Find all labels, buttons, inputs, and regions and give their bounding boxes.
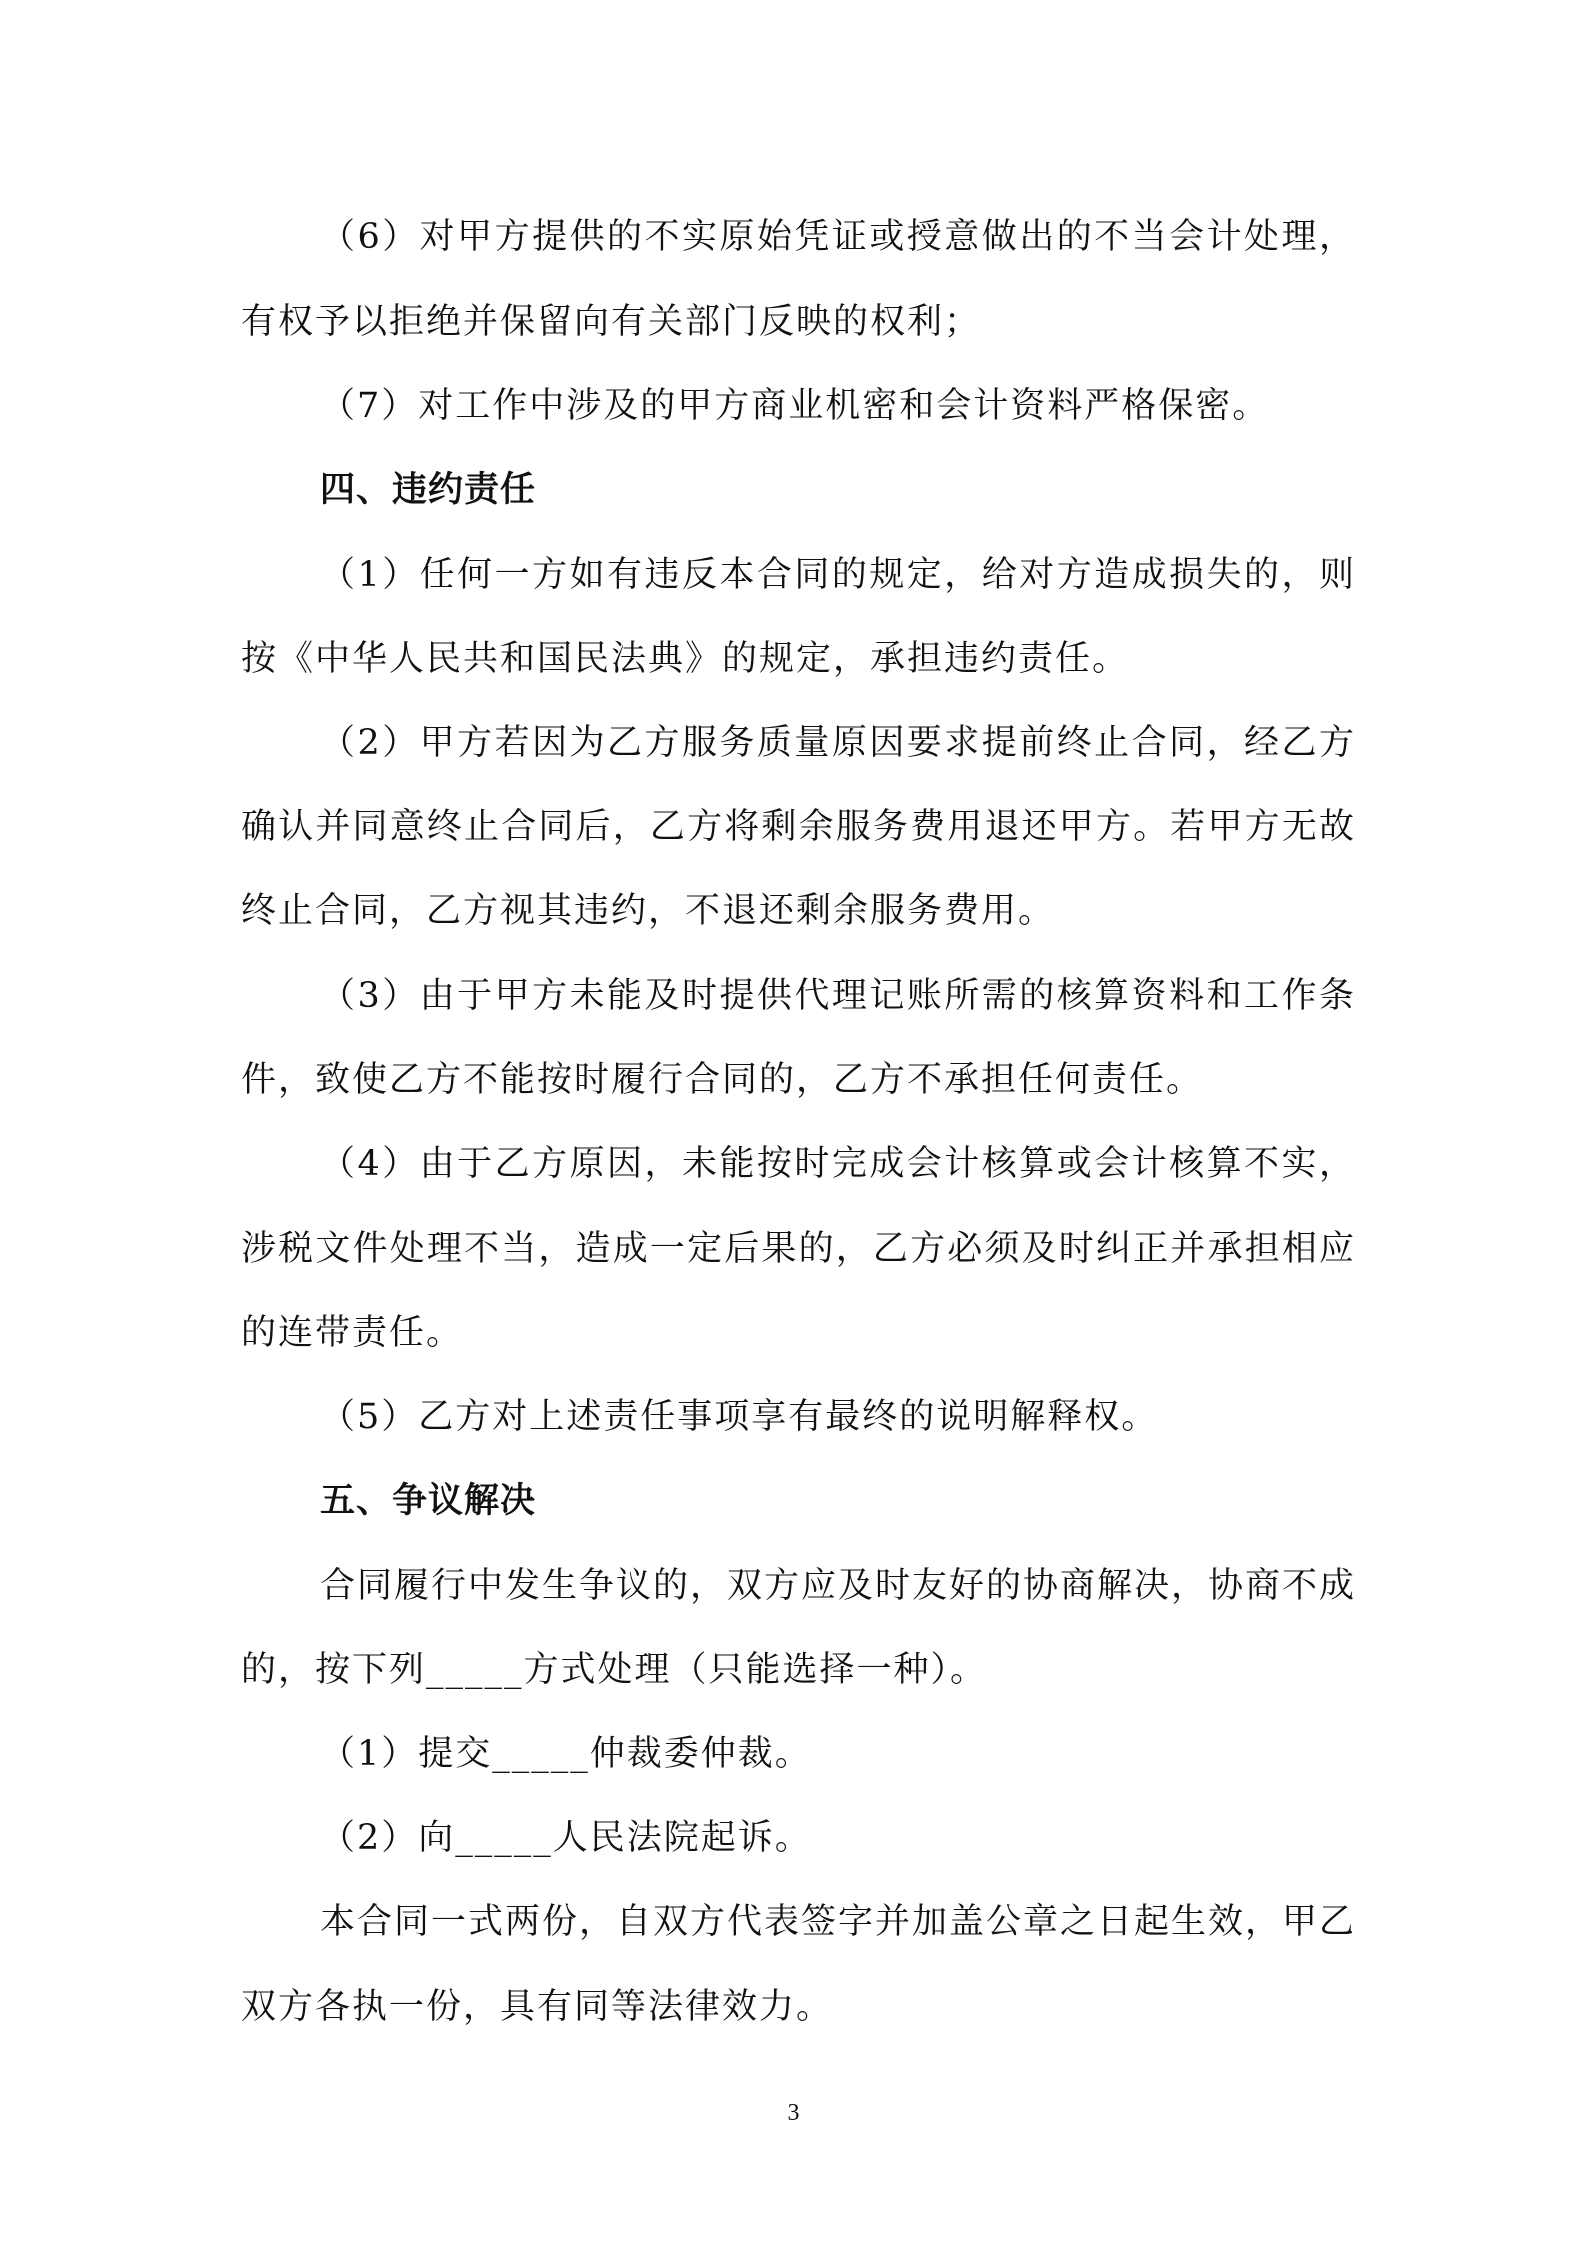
page-number: 3: [787, 2100, 800, 2126]
clause-4-1-line-2: 按《中华人民共和国民法典》的规定，承担违约责任。: [241, 639, 1130, 679]
section-heading-breach-liability: 四、违约责任: [320, 469, 537, 510]
clause-3-6-line-2: 有权予以拒绝并保留向有关部门反映的权利；: [241, 302, 982, 342]
clause-4-1-line-1: （1）任何一方如有违反本合同的规定，给对方造成损失的，则: [320, 555, 1356, 595]
clause-4-2-line-3: 终止合同，乙方视其违约，不退还剩余服务费用。: [241, 891, 1056, 931]
effectiveness-paragraph-line-2: 双方各执一份，具有同等法律效力。: [241, 1987, 834, 2027]
clause-4-4-line-3: 的连带责任。: [241, 1313, 464, 1353]
clause-4-3-line-2: 件，致使乙方不能按时履行合同的，乙方不承担任何责任。: [241, 1060, 1204, 1100]
dispute-paragraph-line-2: 的，按下列_____方式处理（只能选择一种）。: [241, 1650, 988, 1690]
clause-3-7: （7）对工作中涉及的甲方商业机密和会计资料严格保密。: [320, 386, 1270, 426]
clause-4-2-line-1: （2）甲方若因为乙方服务质量原因要求提前终止合同，经乙方: [320, 723, 1356, 763]
section-heading-dispute-resolution: 五、争议解决: [320, 1480, 537, 1521]
dispute-option-court: （2）向_____人民法院起诉。: [320, 1818, 812, 1858]
clause-4-2-line-2: 确认并同意终止合同后，乙方将剩余服务费用退还甲方。若甲方无故: [241, 807, 1356, 847]
clause-4-5: （5）乙方对上述责任事项享有最终的说明解释权。: [320, 1397, 1159, 1437]
clause-4-4-line-1: （4）由于乙方原因，未能按时完成会计核算或会计核算不实，: [320, 1144, 1356, 1184]
effectiveness-paragraph-line-1: 本合同一式两份，自双方代表签字并加盖公章之日起生效，甲乙: [320, 1902, 1357, 1942]
clause-4-3-line-1: （3）由于甲方未能及时提供代理记账所需的核算资料和工作条: [320, 976, 1356, 1016]
clause-4-4-line-2: 涉税文件处理不当，造成一定后果的，乙方必须及时纠正并承担相应: [241, 1229, 1356, 1269]
dispute-paragraph-line-1: 合同履行中发生争议的，双方应及时友好的协商解决，协商不成: [320, 1566, 1357, 1606]
clause-3-6-line-1: （6）对甲方提供的不实原始凭证或授意做出的不当会计处理，: [320, 217, 1356, 257]
dispute-option-arbitration: （1）提交_____仲裁委仲裁。: [320, 1734, 812, 1774]
